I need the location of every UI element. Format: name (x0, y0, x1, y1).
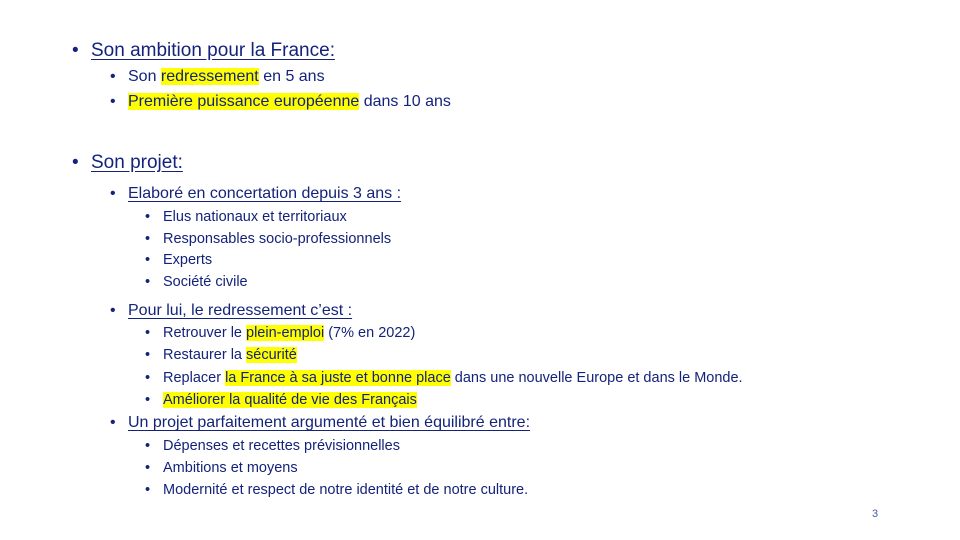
bullet: • (145, 347, 151, 363)
bullet: • (145, 370, 151, 386)
bullet: • (110, 185, 116, 202)
subsection-title: Un projet parfaitement argumenté et bien équilibré entre: (128, 414, 531, 431)
list-item (163, 325, 415, 341)
text-run: Restaurer la (163, 347, 247, 363)
text-run: (7% en 2022) (324, 325, 416, 341)
text-run: Son (128, 68, 161, 85)
bullet: • (145, 392, 151, 408)
page-number: 3 (872, 508, 879, 520)
bullet: • (145, 438, 151, 454)
bullet: • (145, 252, 151, 268)
text-run: dans 10 ans (359, 93, 451, 110)
highlighted-text: sécurité (246, 347, 297, 363)
highlighted-text: Première puissance européenne (128, 93, 360, 110)
text-run: en 5 ans (258, 68, 325, 85)
bullet: • (145, 231, 151, 247)
text-run: dans une nouvelle Europe et dans le Monde. (450, 370, 743, 386)
bullet: • (110, 68, 116, 85)
text-run: Retrouver le (163, 325, 247, 341)
list-item (163, 347, 297, 363)
highlighted-text: plein-emploi (246, 325, 325, 341)
list-item: Responsables socio-professionnels (163, 231, 392, 247)
list-item: Ambitions et moyens (163, 460, 298, 476)
highlighted-text: redressement (160, 68, 259, 85)
subsection-title: Elaboré en concertation depuis 3 ans : (128, 185, 402, 202)
bullet: • (72, 152, 79, 173)
bullet: • (110, 302, 116, 319)
list-item (163, 370, 743, 386)
bullet: • (110, 414, 116, 431)
list-item: Elus nationaux et territoriaux (163, 209, 347, 225)
section-heading: Son projet: (91, 152, 183, 173)
list-item (163, 392, 417, 408)
bullet: • (145, 460, 151, 476)
highlighted-text: la France à sa juste et bonne place (225, 370, 451, 386)
bullet: • (145, 482, 151, 498)
text-run: Replacer (163, 370, 226, 386)
bullet: • (145, 274, 151, 290)
list-item: Experts (163, 252, 213, 268)
bullet: • (145, 209, 151, 225)
list-item (128, 93, 451, 111)
list-item: Société civile (163, 274, 248, 290)
bullet: • (72, 40, 79, 61)
bullet: • (110, 93, 116, 110)
list-item: Dépenses et recettes prévisionnelles (163, 438, 400, 454)
section-heading: Son ambition pour la France: (91, 40, 335, 61)
highlighted-text: Améliorer la qualité de vie des Français (163, 392, 417, 408)
list-item: Modernité et respect de notre identité et de notre culture. (163, 482, 529, 498)
list-item (128, 68, 325, 86)
subsection-title: Pour lui, le redressement c’est : (128, 302, 353, 319)
bullet: • (145, 325, 151, 341)
